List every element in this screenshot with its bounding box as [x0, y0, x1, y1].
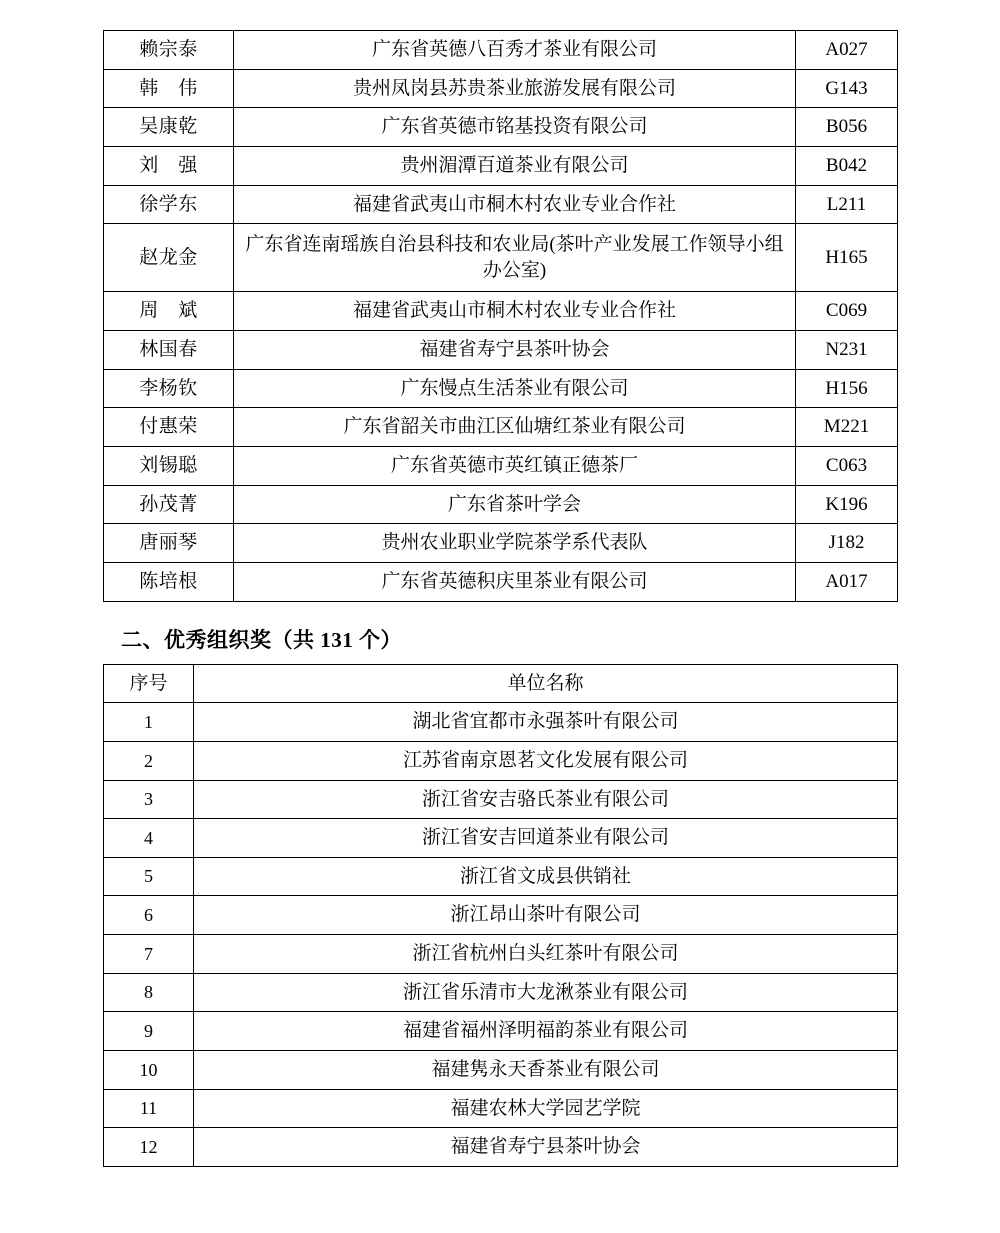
cell-code: H165 — [796, 224, 898, 292]
continued-award-table-wrap — [103, 30, 897, 602]
cell-no: 4 — [104, 819, 194, 858]
cell-unit: 江苏省南京恩茗文化发展有限公司 — [194, 741, 898, 780]
table-row — [104, 935, 898, 974]
table-row — [104, 780, 898, 819]
table-row — [104, 896, 898, 935]
table-row — [104, 369, 898, 408]
column-header-no: 序号 — [104, 664, 194, 703]
cell-name: 周 斌 — [104, 292, 234, 331]
table-row — [104, 1128, 898, 1167]
column-header-unit: 单位名称 — [194, 664, 898, 703]
table-row — [104, 485, 898, 524]
table-row — [104, 1089, 898, 1128]
cell-code: G143 — [796, 69, 898, 108]
cell-no: 5 — [104, 857, 194, 896]
table-row — [104, 331, 898, 370]
continued-award-table — [103, 30, 898, 602]
cell-unit: 浙江省安吉回道茶业有限公司 — [194, 819, 898, 858]
cell-code: B042 — [796, 146, 898, 185]
cell-no: 3 — [104, 780, 194, 819]
organization-award-table-body — [104, 703, 898, 1167]
cell-name: 陈培根 — [104, 562, 234, 601]
cell-unit: 福建省福州泽明福韵茶业有限公司 — [194, 1012, 898, 1051]
table-row — [104, 703, 898, 742]
cell-name: 李杨钦 — [104, 369, 234, 408]
cell-code: C063 — [796, 447, 898, 486]
cell-no: 7 — [104, 935, 194, 974]
table-row — [104, 31, 898, 70]
table-row — [104, 1051, 898, 1090]
continued-award-table-body — [104, 31, 898, 602]
cell-org: 贵州凤岗县苏贵茶业旅游发展有限公司 — [234, 69, 796, 108]
table-row — [104, 224, 898, 292]
cell-unit: 福建农林大学园艺学院 — [194, 1089, 898, 1128]
table-row — [104, 819, 898, 858]
cell-org: 广东省茶叶学会 — [234, 485, 796, 524]
table-row — [104, 108, 898, 147]
organization-award-table-wrap — [103, 664, 897, 1167]
cell-no: 9 — [104, 1012, 194, 1051]
table-row — [104, 447, 898, 486]
cell-no: 2 — [104, 741, 194, 780]
cell-name: 韩 伟 — [104, 69, 234, 108]
table-row — [104, 408, 898, 447]
cell-org: 广东省韶关市曲江区仙塘红茶业有限公司 — [234, 408, 796, 447]
cell-unit: 福建省寿宁县茶叶协会 — [194, 1128, 898, 1167]
cell-org: 贵州湄潭百道茶业有限公司 — [234, 146, 796, 185]
cell-code: H156 — [796, 369, 898, 408]
top-spacer — [0, 0, 1000, 30]
table-header-row — [104, 664, 898, 703]
cell-name: 赵龙金 — [104, 224, 234, 292]
table-row — [104, 524, 898, 563]
organization-award-table — [103, 664, 898, 1167]
cell-code: B056 — [796, 108, 898, 147]
cell-unit: 浙江昂山茶叶有限公司 — [194, 896, 898, 935]
cell-no: 6 — [104, 896, 194, 935]
cell-unit: 湖北省宜都市永强茶叶有限公司 — [194, 703, 898, 742]
cell-org: 贵州农业职业学院茶学系代表队 — [234, 524, 796, 563]
cell-code: A017 — [796, 562, 898, 601]
table-row — [104, 292, 898, 331]
cell-org: 福建省武夷山市桐木村农业专业合作社 — [234, 292, 796, 331]
cell-org: 广东省英德八百秀才茶业有限公司 — [234, 31, 796, 70]
cell-code: J182 — [796, 524, 898, 563]
cell-code: M221 — [796, 408, 898, 447]
cell-unit: 浙江省乐清市大龙湫茶业有限公司 — [194, 973, 898, 1012]
cell-name: 刘锡聪 — [104, 447, 234, 486]
cell-unit: 浙江省杭州白头红茶叶有限公司 — [194, 935, 898, 974]
cell-code: K196 — [796, 485, 898, 524]
cell-no: 12 — [104, 1128, 194, 1167]
cell-name: 刘 强 — [104, 146, 234, 185]
table-row — [104, 857, 898, 896]
cell-org: 福建省武夷山市桐木村农业专业合作社 — [234, 185, 796, 224]
cell-no: 11 — [104, 1089, 194, 1128]
cell-no: 10 — [104, 1051, 194, 1090]
cell-code: L211 — [796, 185, 898, 224]
cell-no: 1 — [104, 703, 194, 742]
cell-org: 广东省英德积庆里茶业有限公司 — [234, 562, 796, 601]
table-row — [104, 69, 898, 108]
cell-name: 唐丽琴 — [104, 524, 234, 563]
cell-name: 付惠荣 — [104, 408, 234, 447]
cell-name: 孙茂菁 — [104, 485, 234, 524]
table-row — [104, 146, 898, 185]
cell-unit: 浙江省安吉骆氏茶业有限公司 — [194, 780, 898, 819]
cell-no: 8 — [104, 973, 194, 1012]
cell-org: 广东省连南瑶族自治县科技和农业局(茶叶产业发展工作领导小组办公室) — [234, 224, 796, 292]
table-row — [104, 973, 898, 1012]
bottom-spacer — [0, 1167, 1000, 1193]
section-heading-two: 二、优秀组织奖（共 131 个） — [121, 627, 402, 652]
cell-code: C069 — [796, 292, 898, 331]
table-row — [104, 185, 898, 224]
cell-name: 吴康乾 — [104, 108, 234, 147]
cell-org: 广东慢点生活茶业有限公司 — [234, 369, 796, 408]
cell-unit: 福建隽永天香茶业有限公司 — [194, 1051, 898, 1090]
cell-name: 赖宗泰 — [104, 31, 234, 70]
cell-org: 广东省英德市英红镇正德茶厂 — [234, 447, 796, 486]
cell-org: 福建省寿宁县茶叶协会 — [234, 331, 796, 370]
table-row — [104, 1012, 898, 1051]
cell-name: 林国春 — [104, 331, 234, 370]
cell-name: 徐学东 — [104, 185, 234, 224]
organization-award-table-head — [104, 664, 898, 703]
cell-org: 广东省英德市铭基投资有限公司 — [234, 108, 796, 147]
table-row — [104, 741, 898, 780]
cell-code: A027 — [796, 31, 898, 70]
cell-code: N231 — [796, 331, 898, 370]
cell-unit: 浙江省文成县供销社 — [194, 857, 898, 896]
table-row — [104, 562, 898, 601]
